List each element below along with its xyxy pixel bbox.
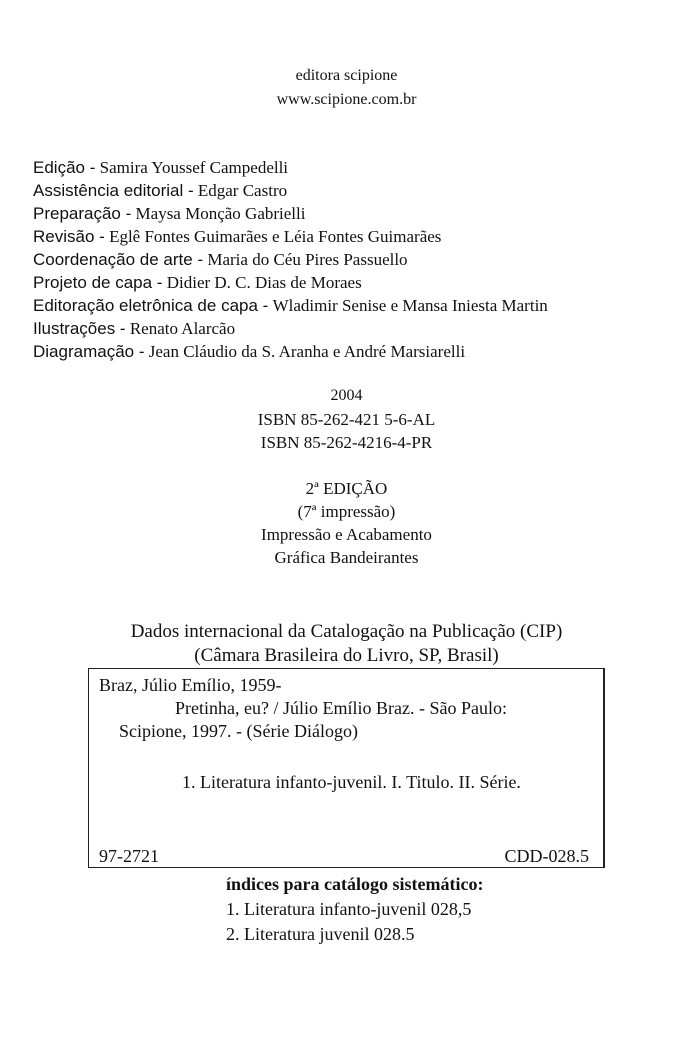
edition: 2ª EDIÇÃO [305, 479, 388, 498]
credit-name: Eglê Fontes Guimarães e Léia Fontes Guimarães [109, 227, 442, 246]
credit-line [33, 342, 465, 362]
cip-subjects: 1. Literatura infanto-juvenil. I. Titulo. II. Série. [182, 772, 521, 792]
publisher-name: editora scipione [295, 67, 398, 84]
cip-catalog-card [88, 668, 605, 868]
printer-name: Gráfica Bandeirantes [274, 548, 419, 567]
credit-line [33, 227, 441, 247]
credit-role: Preparação - [33, 204, 132, 223]
credit-name: Jean Cláudio da S. Aranha e André Marsiarelli [148, 342, 466, 361]
index-item: 2. Literatura juvenil 028.5 [226, 924, 415, 944]
credit-line [33, 296, 548, 316]
isbn-al: ISBN 85-262-421 5-6-AL [257, 410, 436, 429]
credit-name: Wladimir Senise e Mansa Iniesta Martin [272, 296, 548, 315]
credit-role: Diagramação - [33, 342, 145, 361]
credit-line [33, 204, 305, 224]
cip-imprint: Scipione, 1997. - (Série Diálogo) [119, 721, 358, 741]
print-label: Impressão e Acabamento [261, 525, 432, 544]
credit-line [33, 158, 288, 178]
isbn-pr: ISBN 85-262-4216-4-PR [260, 433, 433, 452]
credit-role: Revisão - [33, 227, 105, 246]
cip-control-number: 97-2721 [99, 846, 159, 866]
cip-author: Braz, Júlio Emílio, 1959- [99, 675, 282, 695]
credit-name: Samira Youssef Campedelli [99, 158, 289, 177]
credit-role: Editoração eletrônica de capa - [33, 296, 269, 315]
credit-name: Edgar Castro [197, 181, 288, 200]
publication-year: 2004 [330, 387, 363, 404]
credit-name: Maria do Céu Pires Passuello [207, 250, 408, 269]
credit-name: Didier D. C. Dias de Moraes [166, 273, 362, 292]
credit-line [33, 319, 235, 339]
cip-title: Pretinha, eu? / Júlio Emílio Braz. - São Paulo: [175, 698, 507, 718]
cip-cdd: CDD-028.5 [504, 846, 589, 866]
credit-name: Maysa Monção Gabrielli [135, 204, 306, 223]
publisher-website: www.scipione.com.br [276, 91, 417, 108]
cip-heading: Dados internacional da Catalogação na Publicação (CIP) [130, 621, 563, 642]
credit-name: Renato Alarcão [129, 319, 236, 338]
credit-line [33, 181, 287, 201]
credit-role: Projeto de capa - [33, 273, 163, 292]
credit-role: Ilustrações - [33, 319, 126, 338]
credit-role: Assistência editorial - [33, 181, 194, 200]
credit-line [33, 273, 362, 293]
credit-role: Coordenação de arte - [33, 250, 204, 269]
printing: (7ª impressão) [297, 502, 396, 521]
credit-role: Edição - [33, 158, 96, 177]
index-item: 1. Literatura infanto-juvenil 028,5 [226, 899, 472, 919]
credit-line [33, 250, 408, 270]
index-heading: índices para catálogo sistemático: [226, 874, 484, 894]
cip-subheading: (Câmara Brasileira do Livro, SP, Brasil) [194, 645, 499, 666]
